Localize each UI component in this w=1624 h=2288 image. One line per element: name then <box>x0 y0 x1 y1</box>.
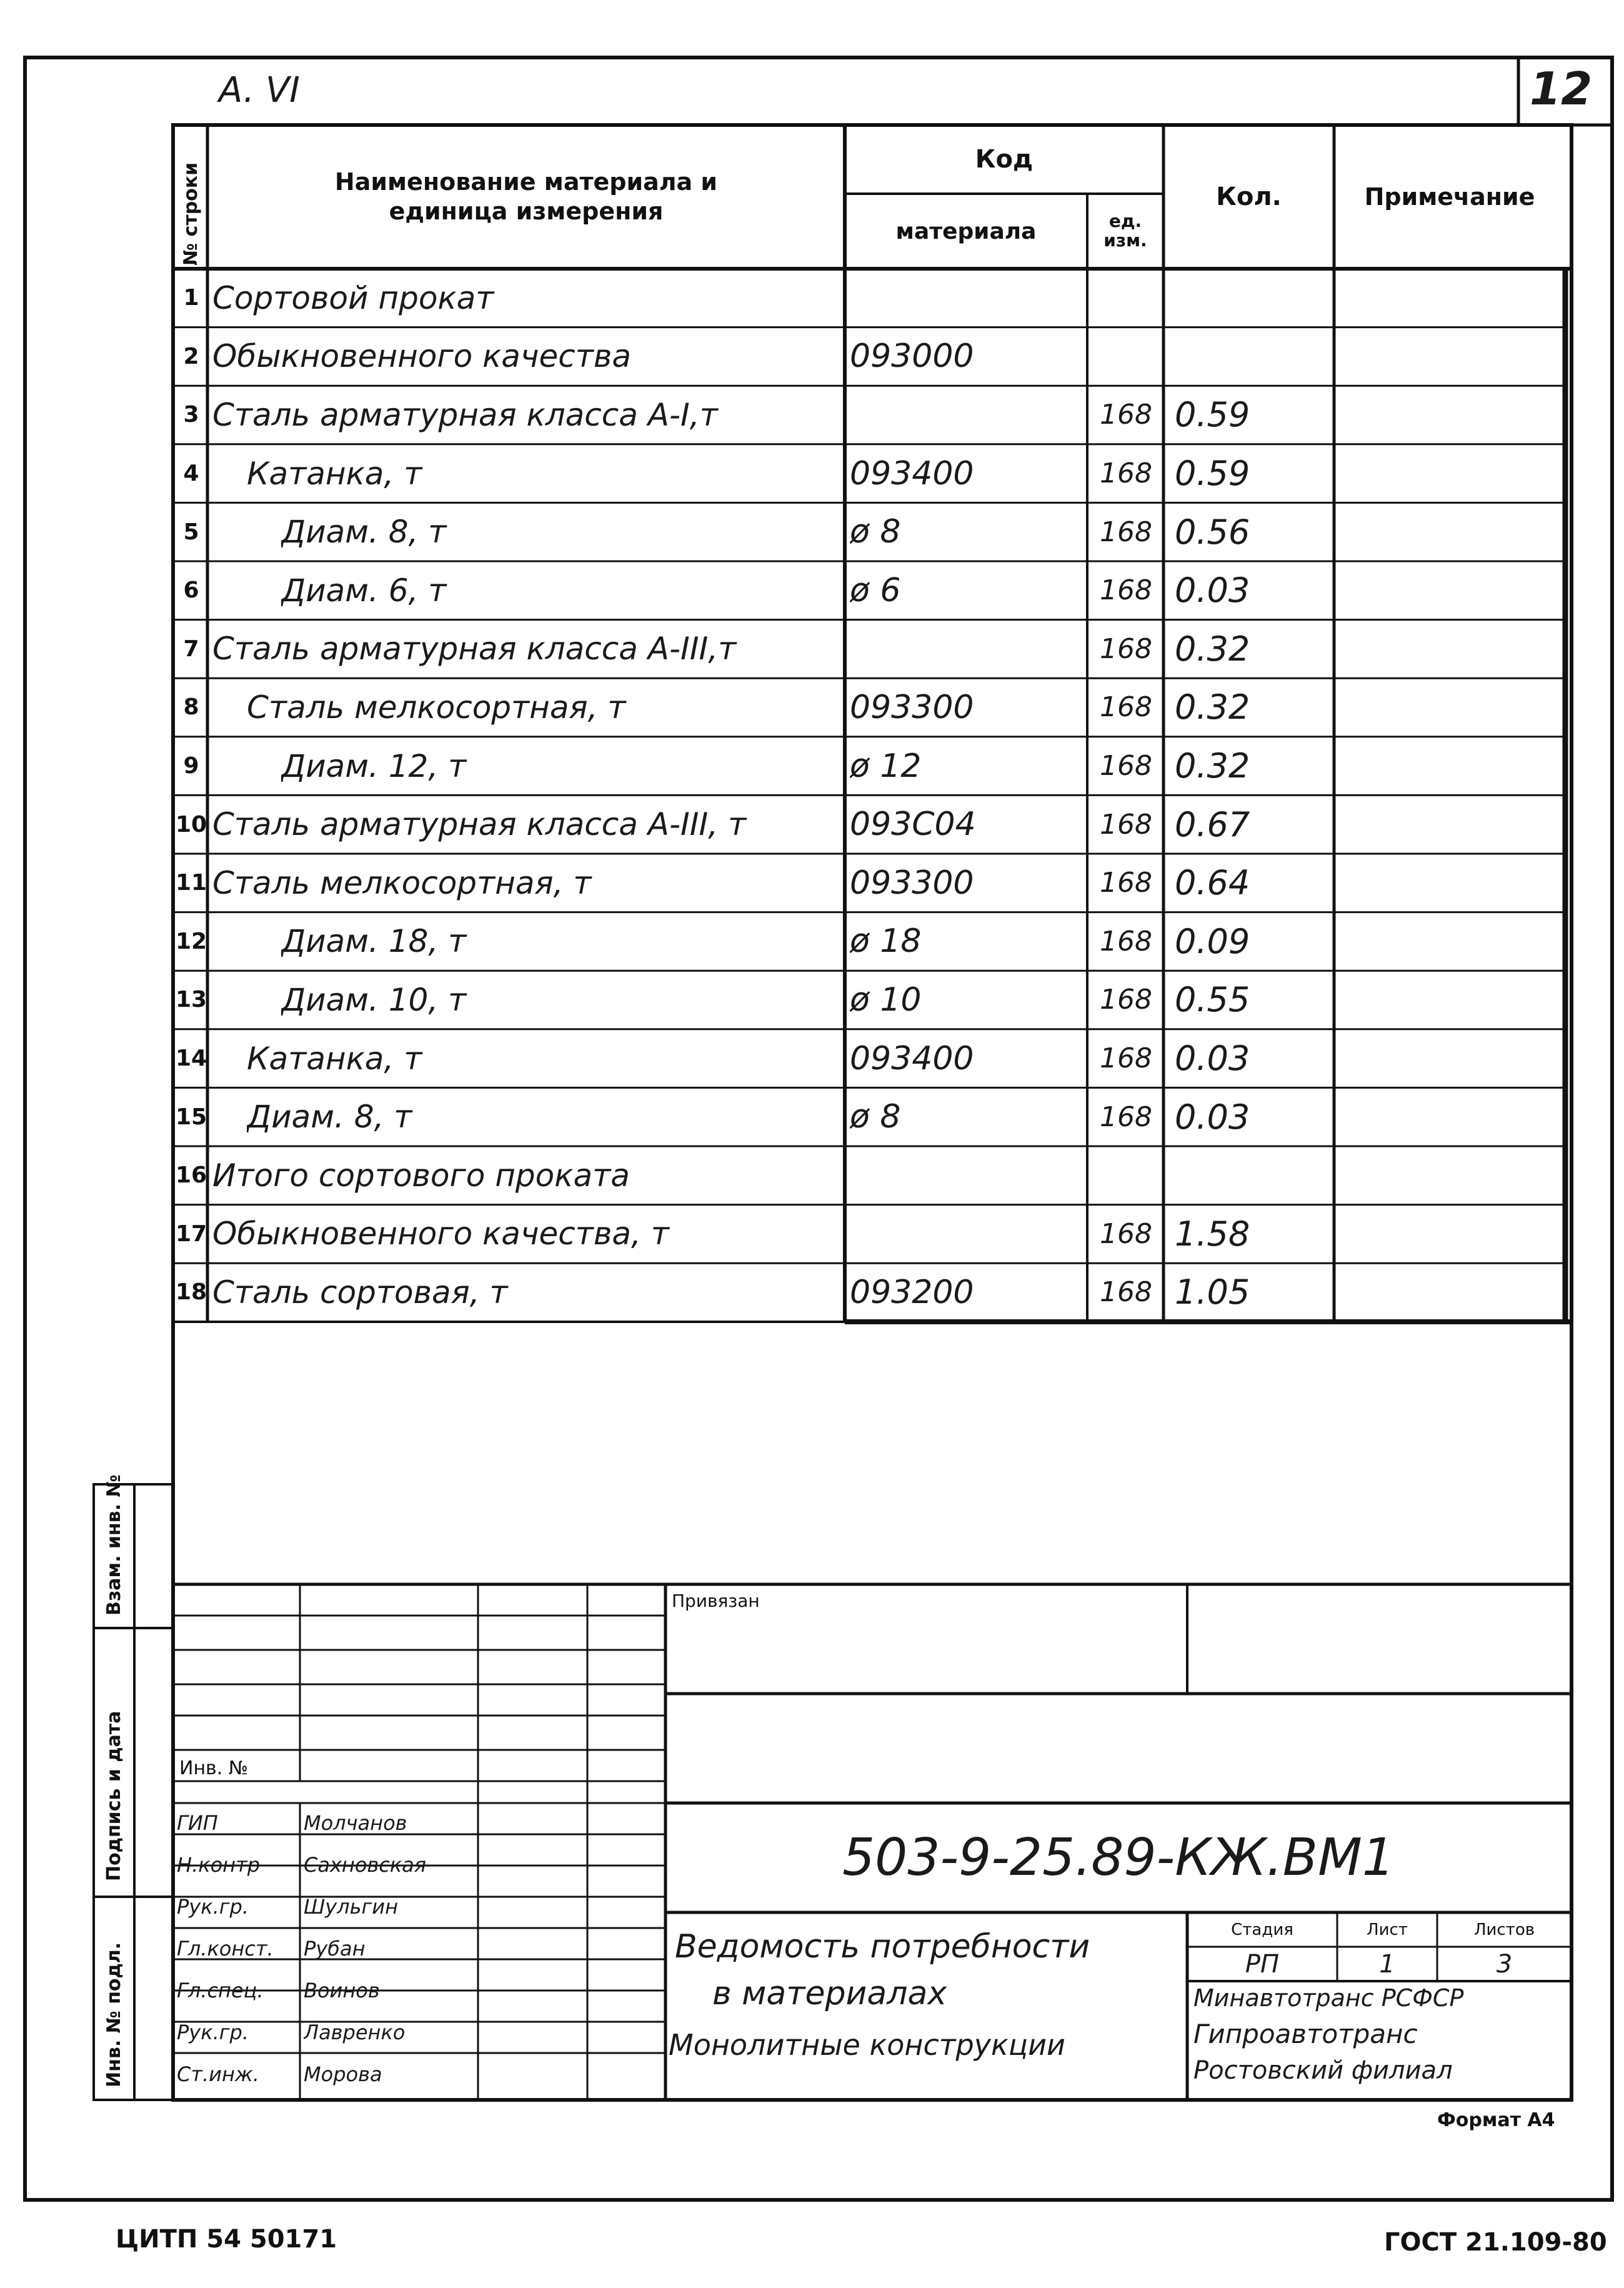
doc-title-line-3: Монолитные конструкции <box>669 2028 1065 2062</box>
row-name: Катанка, т <box>247 455 422 492</box>
inv-no-label: Инв. № <box>179 1757 249 1779</box>
org-line-3: Ростовский филиал <box>1193 2056 1453 2085</box>
row-number: 14 <box>175 1046 207 1072</box>
staff-name: Сахновская <box>304 1853 427 1877</box>
row-qty: 0.67 <box>1175 804 1250 844</box>
row-qty: 0.64 <box>1175 863 1250 903</box>
row-unit <box>1090 329 1162 385</box>
row-unit: 168 <box>1100 399 1152 431</box>
row-name: Сталь арматурная класса А-III,т <box>212 631 737 667</box>
row-code <box>850 270 1084 326</box>
staff-role: Гл.конст. <box>177 1937 274 1961</box>
row-unit: 168 <box>1100 457 1152 490</box>
row-name: Обыкновенного качества <box>212 338 631 375</box>
row-code: 093200 <box>850 1273 974 1311</box>
row-code: 093000 <box>850 337 974 376</box>
row-code: ø 18 <box>850 922 922 961</box>
stage-value: РП <box>1245 1949 1280 1979</box>
row-code: ø 12 <box>850 747 922 785</box>
header-material: материала <box>895 218 1037 244</box>
row-qty: 0.56 <box>1175 512 1250 552</box>
row-name: Диам. 12, т <box>281 747 467 784</box>
row-qty: 0.59 <box>1175 454 1250 494</box>
row-unit: 168 <box>1100 574 1152 607</box>
row-number: 5 <box>183 519 199 545</box>
row-qty: 0.03 <box>1175 1097 1250 1137</box>
row-unit: 168 <box>1100 750 1152 782</box>
row-unit: 168 <box>1100 1101 1152 1133</box>
row-name: Диам. 10, т <box>281 981 467 1018</box>
row-code: 093300 <box>850 864 974 902</box>
row-qty: 0.32 <box>1175 687 1250 727</box>
header-note: Примечание <box>1364 183 1535 211</box>
row-unit: 168 <box>1100 867 1152 899</box>
row-unit: 168 <box>1100 1217 1152 1250</box>
staff-name: Шульгин <box>304 1895 398 1919</box>
row-code <box>850 1147 1084 1204</box>
row-name: Катанка, т <box>247 1040 422 1077</box>
row-qty <box>1175 1147 1331 1204</box>
row-name: Диам. 6, т <box>281 572 447 609</box>
row-code: ø 8 <box>850 1098 901 1136</box>
document-code: 503-9-25.89-КЖ.ВМ1 <box>842 1828 1395 1887</box>
sheets-label: Листов <box>1473 1920 1535 1939</box>
footer-right: ГОСТ 21.109-80 <box>1384 2228 1607 2257</box>
header-code: Код <box>975 145 1034 174</box>
row-number: 8 <box>183 694 199 721</box>
row-code <box>850 621 1084 677</box>
staff-role: Гл.спец. <box>177 1979 264 2002</box>
row-number: 13 <box>175 987 207 1013</box>
sheet-number: 12 <box>1530 62 1593 115</box>
row-number: 3 <box>183 402 199 428</box>
row-code: 093С04 <box>850 806 976 844</box>
footer-left: ЦИТП 54 50171 <box>116 2225 337 2254</box>
row-unit: 168 <box>1100 925 1152 957</box>
row-code: ø 10 <box>850 981 922 1019</box>
row-name: Итого сортового проката <box>212 1157 630 1194</box>
row-unit <box>1090 1147 1162 1204</box>
row-number: 7 <box>183 636 199 662</box>
staff-name: Лавренко <box>304 2021 406 2044</box>
row-code: 093400 <box>850 1039 974 1077</box>
doc-title-line-2: в материалах <box>712 1975 947 2012</box>
row-name: Сортовой прокат <box>212 279 494 316</box>
row-unit <box>1090 270 1162 326</box>
row-unit: 168 <box>1100 691 1152 724</box>
row-qty <box>1175 329 1331 385</box>
row-qty: 0.32 <box>1175 746 1250 786</box>
side-label-podpis: Подпись и дата <box>103 1711 125 1881</box>
row-unit: 168 <box>1100 1042 1152 1075</box>
staff-role: ГИП <box>177 1811 218 1835</box>
row-number: 11 <box>175 870 207 896</box>
side-label-inv-podl: Инв. № подл. <box>103 1942 125 2087</box>
row-qty: 0.03 <box>1175 1039 1250 1079</box>
staff-name: Воинов <box>304 1979 380 2002</box>
sheet-label: Лист <box>1367 1920 1408 1939</box>
row-code: 093400 <box>850 454 974 492</box>
row-qty <box>1175 270 1331 326</box>
row-number: 15 <box>175 1104 207 1130</box>
header-qty: Кол. <box>1216 182 1282 211</box>
row-name: Сталь мелкосортная, т <box>247 689 626 726</box>
row-code: ø 6 <box>850 571 901 609</box>
row-name: Диам. 8, т <box>281 514 447 551</box>
row-name: Сталь сортовая, т <box>212 1274 508 1311</box>
row-number: 10 <box>175 811 207 837</box>
row-number: 18 <box>175 1279 207 1306</box>
staff-role: Рук.гр. <box>177 2021 249 2044</box>
sheets-value: 3 <box>1496 1949 1513 1979</box>
row-qty: 0.55 <box>1175 980 1250 1020</box>
row-name: Диам. 18, т <box>281 923 467 960</box>
row-number: 2 <box>183 343 199 369</box>
row-code <box>850 387 1084 443</box>
row-qty: 0.32 <box>1175 629 1250 669</box>
row-name: Сталь арматурная класса А-III, т <box>212 806 747 843</box>
row-number: 12 <box>175 928 207 954</box>
row-code: 093300 <box>850 688 974 726</box>
staff-name: Рубан <box>304 1937 366 1961</box>
staff-role: Ст.инж. <box>177 2062 259 2086</box>
side-label-vzam: Взам. инв. № <box>103 1474 125 1616</box>
row-number: 4 <box>183 461 199 487</box>
staff-role: Рук.гр. <box>177 1895 249 1919</box>
row-name: Обыкновенного качества, т <box>212 1216 669 1252</box>
row-number: 6 <box>183 577 199 604</box>
staff-name: Молчанов <box>304 1811 407 1835</box>
row-name: Диам. 8, т <box>247 1099 412 1136</box>
row-qty: 0.59 <box>1175 395 1250 435</box>
org-line-2: Гипроавтотранс <box>1193 2019 1418 2049</box>
row-code: ø 8 <box>850 513 901 551</box>
org-line-1: Минавтотранс РСФСР <box>1193 1984 1464 2012</box>
privyazan-label: Привязан <box>672 1591 760 1611</box>
stage-label: Стадия <box>1231 1920 1293 1939</box>
row-number: 9 <box>183 753 199 779</box>
staff-name: Морова <box>304 2062 382 2086</box>
format-label: Формат А4 <box>1437 2109 1555 2131</box>
row-unit: 168 <box>1100 808 1152 841</box>
row-qty: 0.09 <box>1175 921 1250 961</box>
row-qty: 1.05 <box>1175 1272 1250 1312</box>
header-row-no: № строки <box>180 162 202 266</box>
row-number: 16 <box>175 1162 207 1189</box>
row-unit: 168 <box>1100 516 1152 548</box>
row-code <box>850 1206 1084 1262</box>
row-number: 1 <box>183 285 199 311</box>
corner-label: A. VI <box>219 70 300 111</box>
row-number: 17 <box>175 1221 207 1247</box>
row-name: Сталь арматурная класса А-I,т <box>212 396 718 433</box>
row-unit: 168 <box>1100 632 1152 665</box>
sheet-value: 1 <box>1379 1949 1395 1979</box>
doc-title-line-1: Ведомость потребности <box>675 1928 1090 1966</box>
staff-role: Н.контр <box>177 1853 261 1877</box>
row-qty: 1.58 <box>1175 1214 1250 1254</box>
row-name: Сталь мелкосортная, т <box>212 864 592 901</box>
row-unit: 168 <box>1100 984 1152 1016</box>
row-qty: 0.03 <box>1175 571 1250 611</box>
header-unit: ед. изм. <box>1103 211 1147 251</box>
header-name: Наименование материала и единица измерения <box>334 167 718 225</box>
row-unit: 168 <box>1100 1276 1152 1309</box>
